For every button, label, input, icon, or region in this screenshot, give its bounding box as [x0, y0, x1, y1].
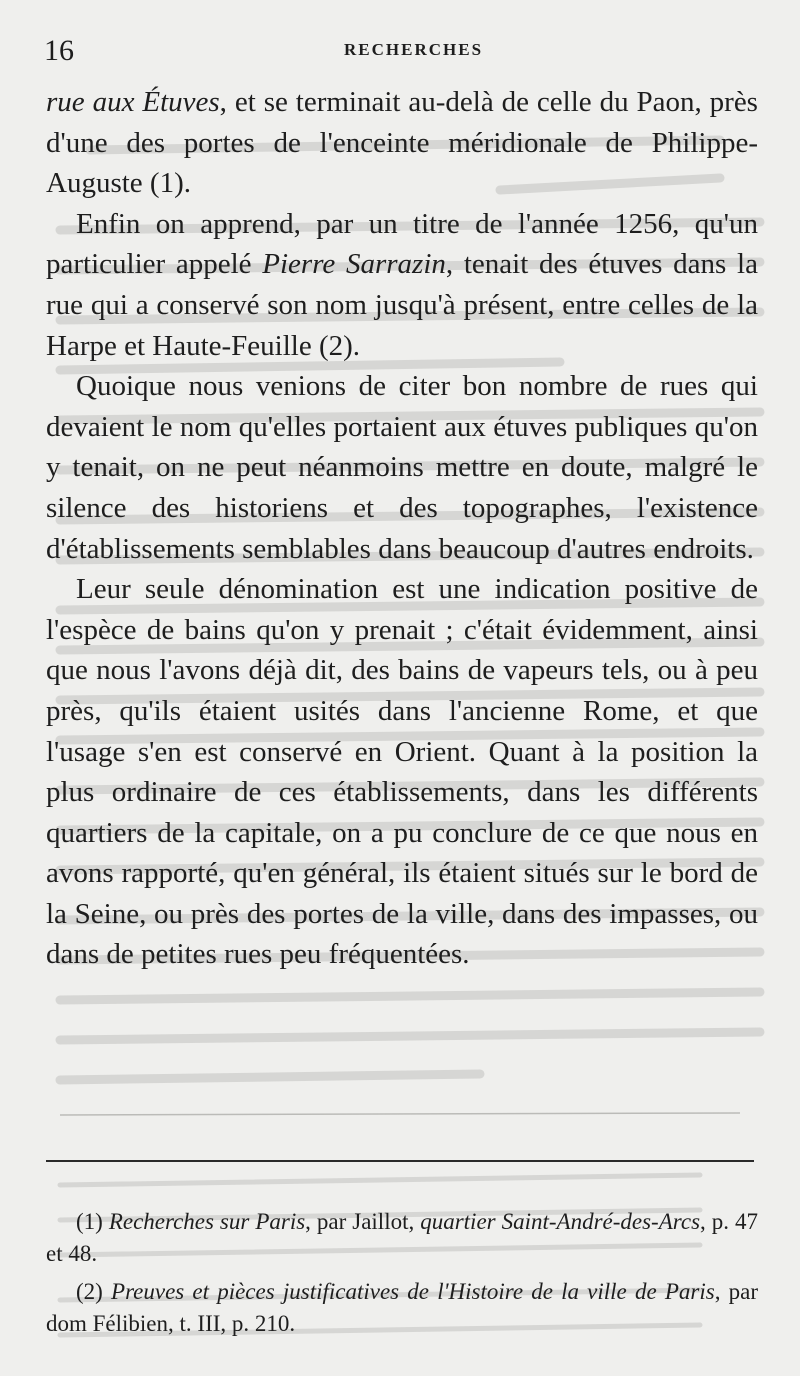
italic-text-run: Preuves et pièces justificatives de l'Histoire de la ville de Paris — [111, 1279, 715, 1304]
paragraph — [46, 82, 758, 204]
text-run: , par Jaillot, — [305, 1209, 421, 1234]
paragraph — [46, 366, 758, 569]
text-run: , par dom Félibien, t. III, p. 210. — [46, 1279, 758, 1336]
text-run: Leur seule dénomination est une indication positive de l'espèce de bains qu'on y prenait ; c'était évidemment, ainsi que nous l'avons déjà dit, des bains de vapeurs tels, ou à peu près, qu'ils étaient usités dans l'ancienne Rome, et que l'usage s'en est conservé en Orient. Quant à la position la plus ordinaire de ces établissements, dans les différents quartiers de la capitale, on a pu conclure de ce que nous en avons rapporté, qu'en général, ils étaient situés sur le bord de la Seine, ou près des portes de la ville, dans des impasses, ou dans de petites rues peu fréquentées. — [46, 573, 758, 971]
paragraph — [46, 569, 758, 975]
text-run: Quoique nous venions de citer bon nombre de rues qui devaient le nom qu'elles portaient aux étuves publiques qu'on y tenait, on ne peut néanmoins mettre en doute, malgré le silence des historiens et des topographes, l'existence d'établissements semblables dans beaucoup d'autres endroits. — [46, 370, 758, 565]
footnote — [46, 1206, 758, 1270]
text-run: , et se terminait au-delà de celle du Paon, près d'une des portes de l'enceinte méridionale de Philippe-Auguste (1). — [46, 86, 758, 200]
footnote-rule — [46, 1160, 754, 1162]
text-run: , p. 47 et 48. — [46, 1209, 758, 1266]
text-run: Enfin on apprend, par un titre de l'année 1256, qu'un particulier appelé — [46, 207, 758, 281]
text-run: , tenait des étuves dans la rue qui a conservé son nom jusqu'à présent, entre celles de la Harpe et Haute-Feuille (2). — [46, 248, 758, 362]
paragraph — [46, 204, 758, 366]
italic-text-run: quartier Saint-André-des-Arcs — [420, 1209, 701, 1234]
page-number: 16 — [44, 34, 74, 67]
text-run: (2) — [76, 1279, 112, 1304]
italic-text-run: rue aux Étuves — [46, 86, 220, 118]
footnotes — [46, 1206, 758, 1346]
page-header — [44, 34, 756, 68]
italic-text-run: Pierre Sarrazin — [262, 248, 446, 281]
body-text — [46, 82, 758, 975]
running-title: RECHERCHES — [344, 40, 484, 59]
footnote — [46, 1276, 758, 1340]
italic-text-run: Recherches sur Paris — [108, 1209, 306, 1234]
text-run: (1) — [76, 1209, 109, 1234]
